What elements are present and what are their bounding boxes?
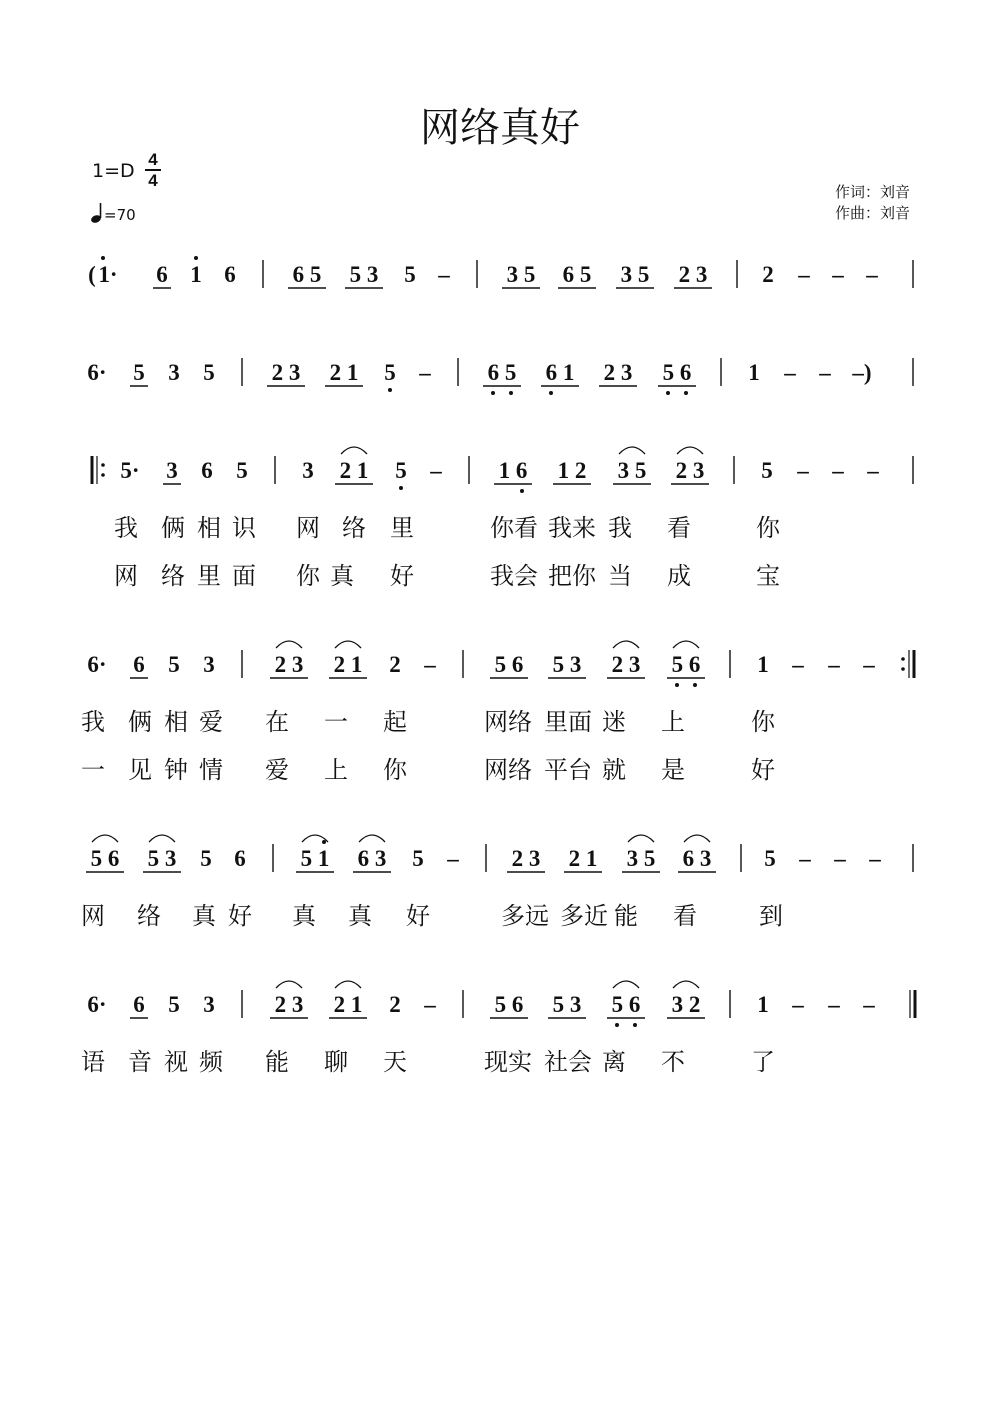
notation-row-2 <box>87 358 913 395</box>
dash: – <box>799 846 811 871</box>
dash: – <box>867 458 879 483</box>
dash: – <box>832 262 844 287</box>
lyric-syllable: 你看 <box>490 514 538 542</box>
lyric-syllable: 里 <box>390 514 414 542</box>
note: 6 3 <box>682 846 712 871</box>
high-octave-dot <box>194 256 198 260</box>
lyric-syllable: 频 <box>199 1048 223 1076</box>
note: 6 <box>156 262 168 287</box>
note: 6 <box>133 652 145 677</box>
lyric-syllable: 是 <box>661 756 685 784</box>
lyric-syllable: 我 <box>114 514 138 542</box>
dash: – <box>863 652 875 677</box>
lyric-syllable: 能 <box>614 902 638 930</box>
lyric-syllable: 我会 <box>490 562 538 590</box>
slur <box>149 835 175 842</box>
key-signature: 1=D <box>92 160 135 182</box>
notation-row-3 <box>92 447 913 493</box>
dash: – <box>424 992 436 1017</box>
notation-row-6 <box>87 981 915 1027</box>
song-title: 网络真好 <box>420 105 580 151</box>
lyric-line-4 <box>81 756 775 784</box>
lyric-syllable: 网络 <box>484 756 532 784</box>
low-octave-dot <box>549 391 553 395</box>
note: 5 <box>395 458 407 483</box>
note: 2 1 <box>333 992 363 1017</box>
slur <box>628 835 654 842</box>
note: 3 2 <box>671 992 701 1017</box>
dash: – <box>869 846 881 871</box>
lyric-syllable: 真 <box>330 562 354 590</box>
dash: – <box>863 992 875 1017</box>
note: 1 <box>757 992 769 1017</box>
note: 3 5 <box>617 458 647 483</box>
lyric-syllable: 真 <box>292 902 316 930</box>
slur <box>276 981 302 988</box>
note: 6· <box>87 652 107 677</box>
lyric-line-5 <box>81 902 783 930</box>
note: 6 5 <box>292 262 322 287</box>
lyric-syllable: 平台 <box>544 756 592 784</box>
dash: – <box>438 262 450 287</box>
note: 5 1 <box>300 846 330 871</box>
lyric-syllable: 网 <box>114 562 138 590</box>
dash: – <box>424 652 436 677</box>
dash: – <box>819 360 831 385</box>
low-octave-dot <box>491 391 495 395</box>
lyric-syllable: 面 <box>232 562 256 590</box>
repeat-dot <box>901 667 905 671</box>
notation-row-1 <box>88 256 913 288</box>
note: 1 <box>748 360 760 385</box>
note: 5· <box>120 458 140 483</box>
dash: – <box>866 262 878 287</box>
note: 3 <box>168 360 180 385</box>
lyric-syllable: 现实 <box>484 1048 532 1076</box>
lyric-syllable: 情 <box>199 756 223 784</box>
note: 5 6 <box>671 652 701 677</box>
dash: – <box>784 360 796 385</box>
note: 3 <box>203 652 215 677</box>
lyric-syllable: 不 <box>661 1048 685 1076</box>
note: 5 3 <box>552 992 582 1017</box>
lyric-syllable: 俩 <box>128 708 152 736</box>
note: 5 3 <box>147 846 177 871</box>
slur <box>341 447 367 454</box>
lyric-line-1 <box>114 514 781 542</box>
note: 2 <box>762 262 774 287</box>
lyric-syllable: 爱 <box>199 708 223 736</box>
note: 2 1 <box>329 360 359 385</box>
lyric-syllable: 语 <box>81 1048 105 1076</box>
note: 1 <box>757 652 769 677</box>
repeat-dot <box>101 473 105 477</box>
note: 6 1 <box>545 360 575 385</box>
low-octave-dot <box>399 486 403 490</box>
note: 6· <box>87 992 107 1017</box>
note: 5 <box>404 262 416 287</box>
lyric-syllable: 看 <box>673 902 697 930</box>
lyric-syllable: 你 <box>751 708 775 736</box>
lyric-syllable: 里面 <box>544 708 592 736</box>
lyric-syllable: 多近 <box>560 902 608 930</box>
note: 5 <box>761 458 773 483</box>
lyric-syllable: 识 <box>232 514 256 542</box>
note: 1 <box>190 262 202 287</box>
dash: – <box>832 458 844 483</box>
note: 3 <box>203 992 215 1017</box>
note: 6 5 <box>562 262 592 287</box>
notation-row-4 <box>87 641 914 687</box>
lyric-syllable: 俩 <box>161 514 185 542</box>
lyric-syllable: 好 <box>406 902 430 930</box>
note: 2 3 <box>271 360 301 385</box>
low-octave-dot <box>684 391 688 395</box>
low-octave-dot <box>675 683 679 687</box>
note: 6 <box>224 262 236 287</box>
note: 2 1 <box>568 846 598 871</box>
lyric-syllable: 能 <box>265 1048 289 1076</box>
note: 1 6 <box>498 458 528 483</box>
slur <box>92 835 118 842</box>
dash: – <box>797 458 809 483</box>
lyric-syllable: 多远 <box>501 902 549 930</box>
lyric-syllable: 我 <box>608 514 632 542</box>
lyric-syllable: 看 <box>667 514 691 542</box>
note: 5 <box>236 458 248 483</box>
low-octave-dot <box>633 1023 637 1027</box>
low-octave-dot <box>509 391 513 395</box>
low-octave-dot <box>388 388 392 392</box>
low-octave-dot <box>615 1023 619 1027</box>
note: 5 <box>203 360 215 385</box>
lyric-syllable: 网络 <box>484 708 532 736</box>
dash: –) <box>852 360 872 385</box>
slur <box>619 447 645 454</box>
dash: – <box>792 992 804 1017</box>
lyricist: 作词：刘音 <box>834 183 910 201</box>
note: 5 <box>133 360 145 385</box>
note: 2 3 <box>274 992 304 1017</box>
note: 2 1 <box>333 652 363 677</box>
lyric-syllable: 钟 <box>164 756 188 784</box>
lyric-syllable: 就 <box>602 756 626 784</box>
lyric-syllable: 起 <box>383 708 407 736</box>
note: 5 <box>764 846 776 871</box>
lyric-syllable: 当 <box>608 562 632 590</box>
slur <box>684 835 710 842</box>
low-octave-dot <box>520 489 524 493</box>
slur <box>335 981 361 988</box>
lyric-syllable: 络 <box>342 514 366 542</box>
note: 2 <box>389 652 401 677</box>
note: 5 <box>168 992 180 1017</box>
lyric-syllable: 相 <box>197 514 221 542</box>
note: 5 6 <box>611 992 641 1017</box>
lyric-syllable: 在 <box>265 708 289 736</box>
lyric-syllable: 真 <box>348 902 372 930</box>
slur <box>673 981 699 988</box>
lyric-syllable: 好 <box>228 902 252 930</box>
note: 5 6 <box>494 652 524 677</box>
lyric-syllable: 络 <box>161 562 185 590</box>
lyric-syllable: 上 <box>324 756 348 784</box>
lyric-syllable: 一 <box>324 708 348 736</box>
lyric-syllable: 离 <box>602 1048 626 1076</box>
note: 5 <box>412 846 424 871</box>
note: 1 2 <box>557 458 587 483</box>
low-octave-dot <box>693 683 697 687</box>
time-signature-bottom: 4 <box>148 171 158 190</box>
lyric-syllable: 视 <box>164 1048 188 1076</box>
lyric-syllable: 你 <box>756 514 780 542</box>
lyric-syllable: 见 <box>128 756 152 784</box>
repeat-dot <box>901 657 905 661</box>
lyric-syllable: 一 <box>81 756 105 784</box>
dash: – <box>447 846 459 871</box>
lyric-syllable: 我来 <box>548 514 596 542</box>
note: 2 1 <box>339 458 369 483</box>
lyric-syllable: 音 <box>128 1048 152 1076</box>
note: 1· <box>98 262 118 287</box>
notation-row-5 <box>86 835 913 872</box>
lyric-syllable: 爱 <box>265 756 289 784</box>
repeat-dot <box>101 463 105 467</box>
note: 5 <box>168 652 180 677</box>
lyric-line-3 <box>81 708 776 736</box>
composer: 作曲：刘音 <box>834 204 910 222</box>
lyric-syllable: 到 <box>759 902 783 930</box>
note: 5 6 <box>494 992 524 1017</box>
note: 6 5 <box>487 360 517 385</box>
dash: – <box>828 652 840 677</box>
lyric-syllable: 成 <box>667 562 691 590</box>
note: 2 3 <box>678 262 708 287</box>
lyric-syllable: 我 <box>81 708 105 736</box>
dash: – <box>419 360 431 385</box>
note: 3 <box>302 458 314 483</box>
dash: – <box>834 846 846 871</box>
lyric-syllable: 宝 <box>756 562 780 590</box>
note: 5 3 <box>349 262 379 287</box>
lyric-syllable: 聊 <box>324 1048 348 1076</box>
lyric-syllable: 好 <box>751 756 775 784</box>
lyric-syllable: 网 <box>296 514 320 542</box>
note: 5 <box>384 360 396 385</box>
note: 5 6 <box>90 846 120 871</box>
slur <box>673 641 699 648</box>
note: 6 <box>234 846 246 871</box>
tempo-value: =70 <box>104 206 136 224</box>
lyric-syllable: 好 <box>390 562 414 590</box>
lyric-line-6 <box>81 1048 775 1076</box>
open-paren: ( <box>88 262 96 287</box>
lyric-syllable: 络 <box>137 902 161 930</box>
lyric-syllable: 你 <box>296 562 320 590</box>
note: 6· <box>87 360 107 385</box>
note: 2 <box>389 992 401 1017</box>
lyric-syllable: 真 <box>192 902 216 930</box>
lyric-syllable: 迷 <box>602 708 626 736</box>
lyric-syllable: 相 <box>164 708 188 736</box>
lyric-syllable: 天 <box>383 1048 407 1076</box>
slur <box>613 981 639 988</box>
note: 2 3 <box>675 458 705 483</box>
dash: – <box>828 992 840 1017</box>
note: 6 <box>133 992 145 1017</box>
note: 3 <box>166 458 178 483</box>
note: 3 5 <box>506 262 536 287</box>
slur <box>613 641 639 648</box>
note: 2 3 <box>511 846 541 871</box>
lyric-syllable: 里 <box>197 562 221 590</box>
note: 2 3 <box>274 652 304 677</box>
note: 2 3 <box>603 360 633 385</box>
lyric-syllable: 网 <box>81 902 105 930</box>
note: 3 5 <box>626 846 656 871</box>
slur <box>335 641 361 648</box>
time-signature-top: 4 <box>148 150 158 169</box>
lyric-syllable: 你 <box>383 756 407 784</box>
low-octave-dot <box>666 391 670 395</box>
high-octave-dot <box>101 256 105 260</box>
high-octave-dot <box>322 840 326 844</box>
slur <box>359 835 385 842</box>
lyric-line-2 <box>114 562 780 590</box>
note: 5 3 <box>552 652 582 677</box>
lyric-syllable: 上 <box>661 708 685 736</box>
note: 6 3 <box>357 846 387 871</box>
note: 5 <box>200 846 212 871</box>
lyric-syllable: 了 <box>751 1048 775 1076</box>
note: 5 6 <box>662 360 692 385</box>
note: 2 3 <box>611 652 641 677</box>
slur <box>276 641 302 648</box>
slur <box>677 447 703 454</box>
dash: – <box>430 458 442 483</box>
dash: – <box>792 652 804 677</box>
note: 3 5 <box>620 262 650 287</box>
lyric-syllable: 社会 <box>544 1048 592 1076</box>
dash: – <box>798 262 810 287</box>
lyric-syllable: 把你 <box>548 562 596 590</box>
note: 6 <box>201 458 213 483</box>
